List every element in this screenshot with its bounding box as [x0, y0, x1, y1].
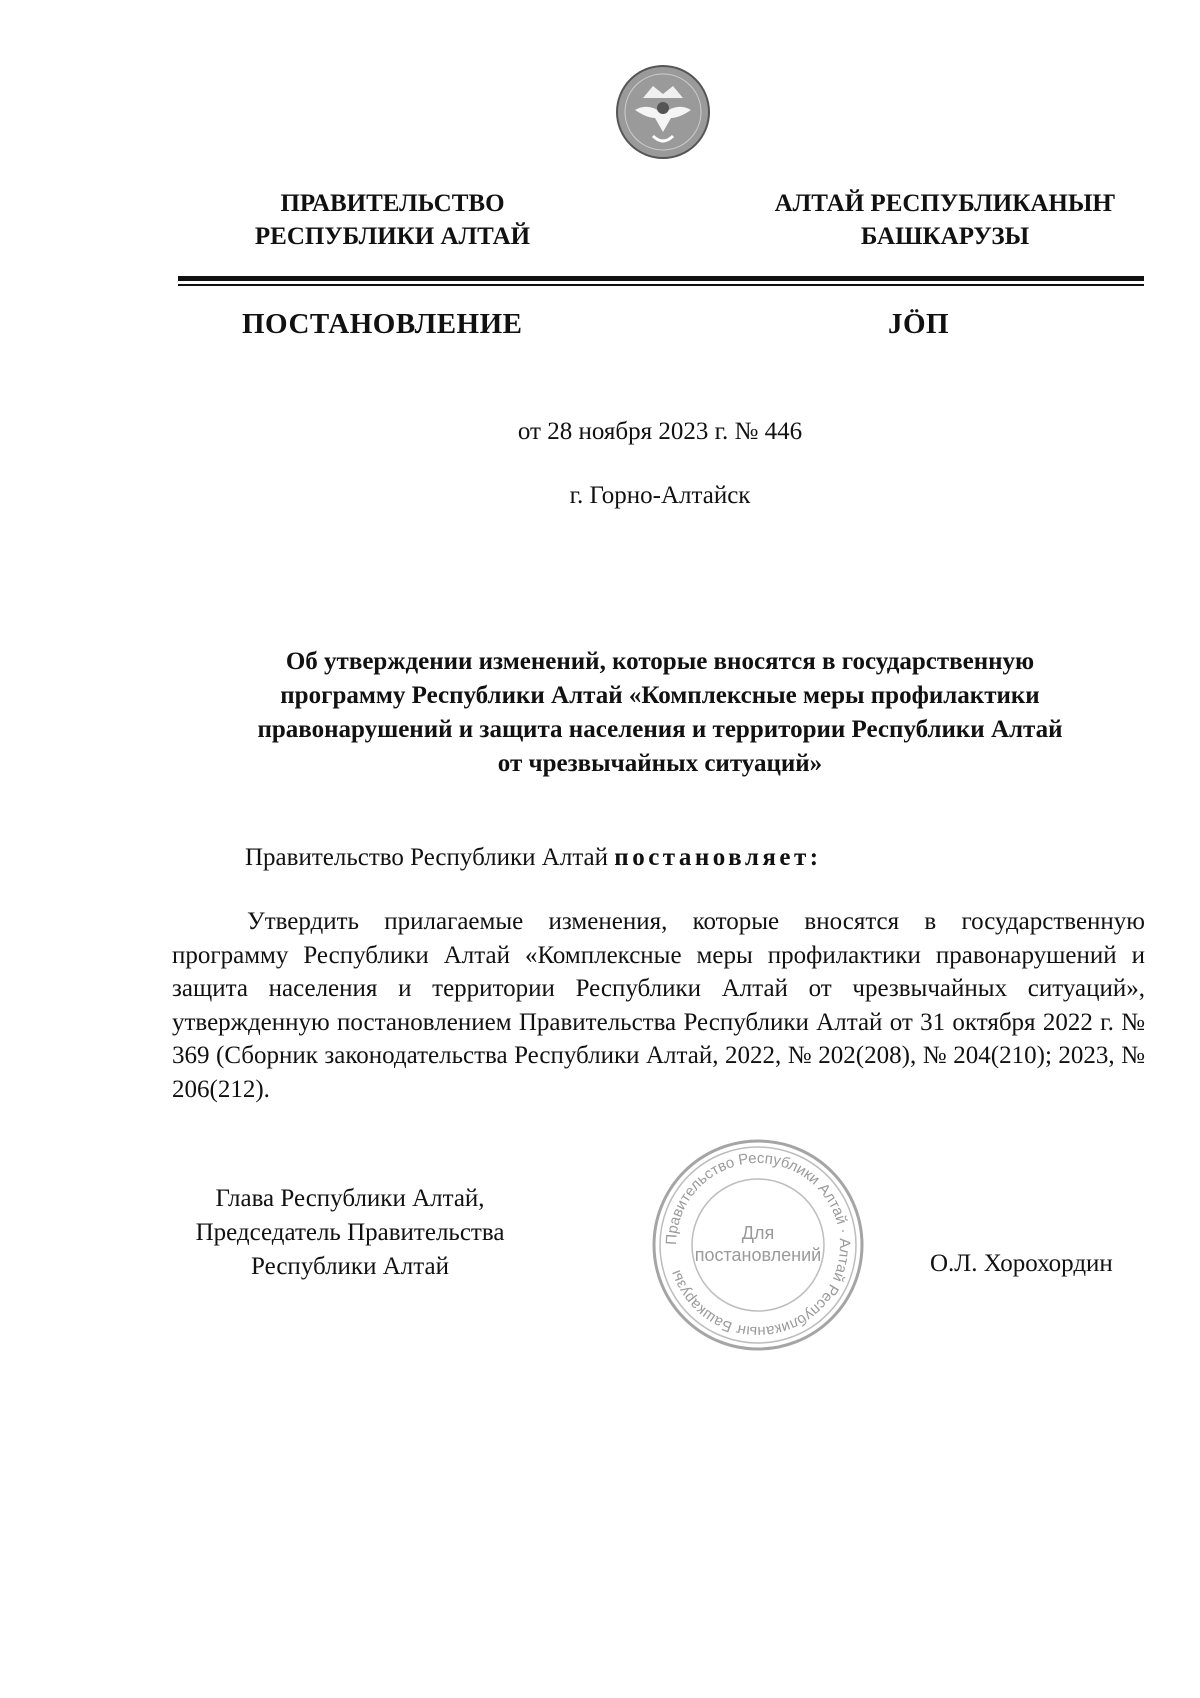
intro-text: Правительство Республики Алтай — [245, 844, 609, 871]
coat-of-arms-emblem — [613, 62, 713, 162]
header-rule-thick — [178, 276, 1144, 281]
decree-date: от 28 ноября 2023 г. № 446 — [517, 418, 803, 445]
signatory-line2: Председатель Правительства — [195, 1219, 505, 1246]
header-right-line2: БАШКАРУЗЫ — [860, 223, 1030, 250]
header-left-line2: РЕСПУБЛИКИ АЛТАЙ — [254, 223, 531, 250]
document-title — [180, 645, 1140, 781]
stamp-center-line2: постановлений — [694, 1245, 822, 1265]
decree-city: г. Горно-Алтайск — [569, 482, 751, 509]
decree-label-ru: ПОСТАНОВЛЕНИЕ — [242, 308, 523, 340]
stamp-outer-text: Правительство Республики Алтай · Алтай Республиканыҥ Башкарузы — [662, 1149, 854, 1341]
signatory-line1: Глава Республики Алтай, — [215, 1185, 485, 1212]
header-right-line1: АЛТАЙ РЕСПУБЛИКАНЫҤ — [774, 190, 1116, 217]
stamp-center-line1: Для — [741, 1223, 775, 1243]
intro-paragraph — [245, 844, 822, 872]
title-line: Об утверждении изменений, которые вносятся в государственную — [285, 648, 1035, 675]
header-right — [735, 187, 1155, 253]
decree-label-alt: JÖП — [888, 308, 950, 340]
title-line: правонарушений и защита населения и территории Республики Алтай — [257, 716, 1063, 743]
signatory-name: О.Л. Хорохордин — [930, 1250, 1113, 1277]
official-stamp — [648, 1135, 868, 1355]
signatory-title — [170, 1182, 530, 1284]
header-left — [220, 187, 565, 253]
signatory-line3: Республики Алтай — [251, 1253, 449, 1280]
body-paragraph: Утвердить прилагаемые изменения, которые вносятся в государственную программу Республики Алтай «Комплексные меры профилактики правонарушений и защита населения и территории Республики Алтай от чрезвычайных ситуаций», утвержденную постановлением Правительства Республики Алтай от 31 октября 2022 г. № 369 (Сборник законодательства Республики Алтай, 2022, № 202(208), № 204(210); 2023, № 206(212). — [172, 908, 1145, 1103]
title-line: от чрезвычайных ситуаций» — [497, 750, 823, 777]
header-rule-thin — [178, 284, 1144, 286]
intro-emphasis: постановляет: — [614, 844, 822, 871]
header-left-line1: ПРАВИТЕЛЬСТВО — [280, 190, 505, 217]
title-line: программу Республики Алтай «Комплексные меры профилактики — [280, 682, 1040, 709]
